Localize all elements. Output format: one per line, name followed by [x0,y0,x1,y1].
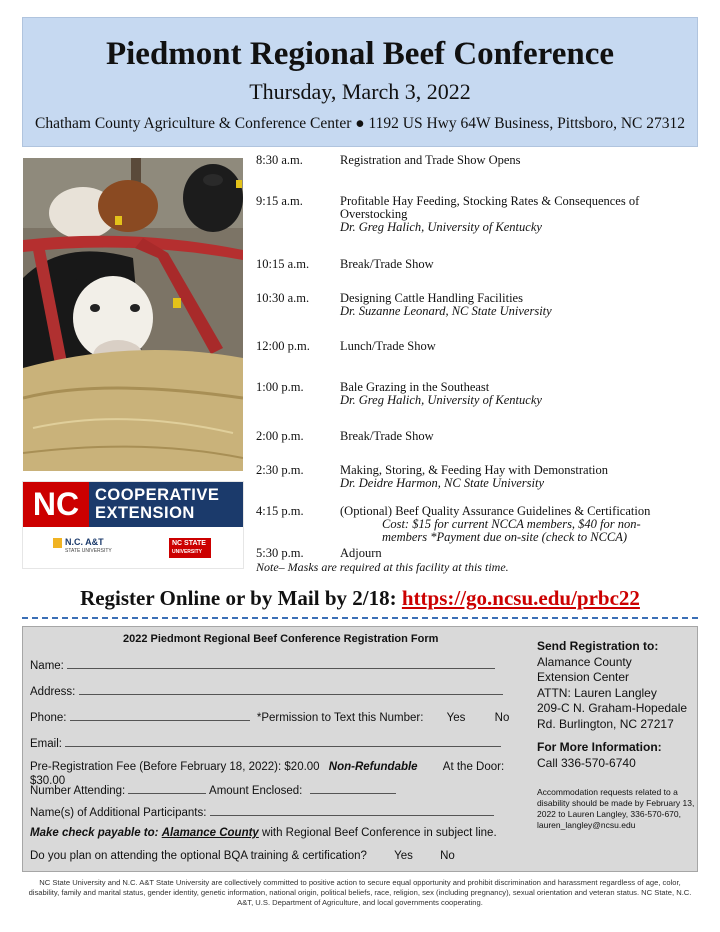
email-field[interactable] [65,735,501,747]
header-banner [22,17,698,147]
nc-aggie-logo: N.C. A&T STATE UNIVERSITY [53,537,112,554]
send-heading: Send Registration to: [537,639,659,653]
mask-note: Note– Masks are required at this facility at this time. [256,560,509,574]
address-field[interactable] [79,683,503,695]
address-line: ATTN: Lauren Langley [537,685,657,700]
cattle-photo [23,158,243,471]
address-line: Extension Center [537,670,630,684]
phone-field[interactable] [70,709,250,721]
number-attending-field[interactable] [128,782,206,794]
ncsu-logo: NC STATE UNIVERSITY [169,538,211,558]
prereg-fee: Pre-Registration Fee (Before February 18, 2022): $20.00 [30,761,320,773]
address-line: Alamance County [537,654,632,669]
name-label: Name: [30,660,64,672]
dashed-divider [22,617,698,619]
send-registration-panel [537,639,697,831]
bqa-no[interactable]: No [440,850,455,862]
non-refundable-label: Non-Refundable [328,761,418,773]
register-text: Register Online or by Mail by 2/18: [80,586,397,610]
email-label: Email: [30,738,62,750]
check-instructions: with Regional Beef Conference in subject line. [262,827,497,839]
name-field[interactable] [67,657,495,669]
info-phone: Call 336-570-6740 [537,755,636,770]
permission-label: *Permission to Text this Number: [256,712,424,724]
info-heading: For More Information: [537,740,662,754]
bqa-yes[interactable]: Yes [394,850,413,862]
registration-link[interactable]: https://go.ncsu.edu/prbc22 [401,586,640,610]
text-permission-yes[interactable]: Yes [446,712,466,724]
logo-line-extension: EXTENSION [95,504,195,522]
register-banner [0,584,720,612]
registration-form [22,626,698,872]
address-line: Rd. Burlington, NC 27217 [537,716,674,731]
event-venue: Chatham County Agriculture & Conference Center ● 1192 US Hwy 64W Business, Pittsboro, NC 27312 [35,115,685,132]
number-attending-label: Number Attending: [30,785,126,797]
text-permission-no[interactable]: No [494,712,510,724]
address-line: 209-C N. Graham-Hopedale [537,701,688,715]
logo-line-cooperative: COOPERATIVE [95,486,220,504]
accommodation-note: Accommodation requests related to a disability should be made by February 13, 2022 to Lauren Langley, 336-570-670, lauren_langley@ncsu.edu [537,787,695,830]
door-fee: At the Door: $30.00 [30,761,505,787]
amount-enclosed-field[interactable] [310,782,396,794]
payee-name: Alamance County [161,827,259,839]
phone-label: Phone: [30,712,67,724]
check-payable-label: Make check payable to: [30,827,159,839]
equal-opportunity-statement: NC State University and N.C. A&T State University are collectively committed to positive action to secure equal opportunity and prohibit discrimination and harassment regardless of age, color, disability, family and marital status, gender identity, genetic information, national origin, political beliefs, race, religion, sex (including pregnancy), sexual orientation and veteran status. NC State, N.C. A&T, U.S. Department of Agriculture, and local governments cooperating. [28,878,692,907]
additional-participants-label: Name(s) of Additional Participants: [30,807,207,819]
form-title: 2022 Piedmont Regional Beef Conference Registration Form [123,633,439,645]
event-date: Thursday, March 3, 2022 [249,79,471,104]
aggie-icon [53,538,62,548]
address-label: Address: [30,686,76,698]
bqa-question: Do you plan on attending the optional BQA training & certification? [30,850,367,862]
nc-cooperative-extension-logo [23,482,243,568]
amount-enclosed-label: Amount Enclosed: [209,785,303,797]
nc-logo-mark: NC [23,482,89,527]
additional-participants-field[interactable] [210,804,494,816]
page-title: Piedmont Regional Beef Conference [105,36,615,72]
